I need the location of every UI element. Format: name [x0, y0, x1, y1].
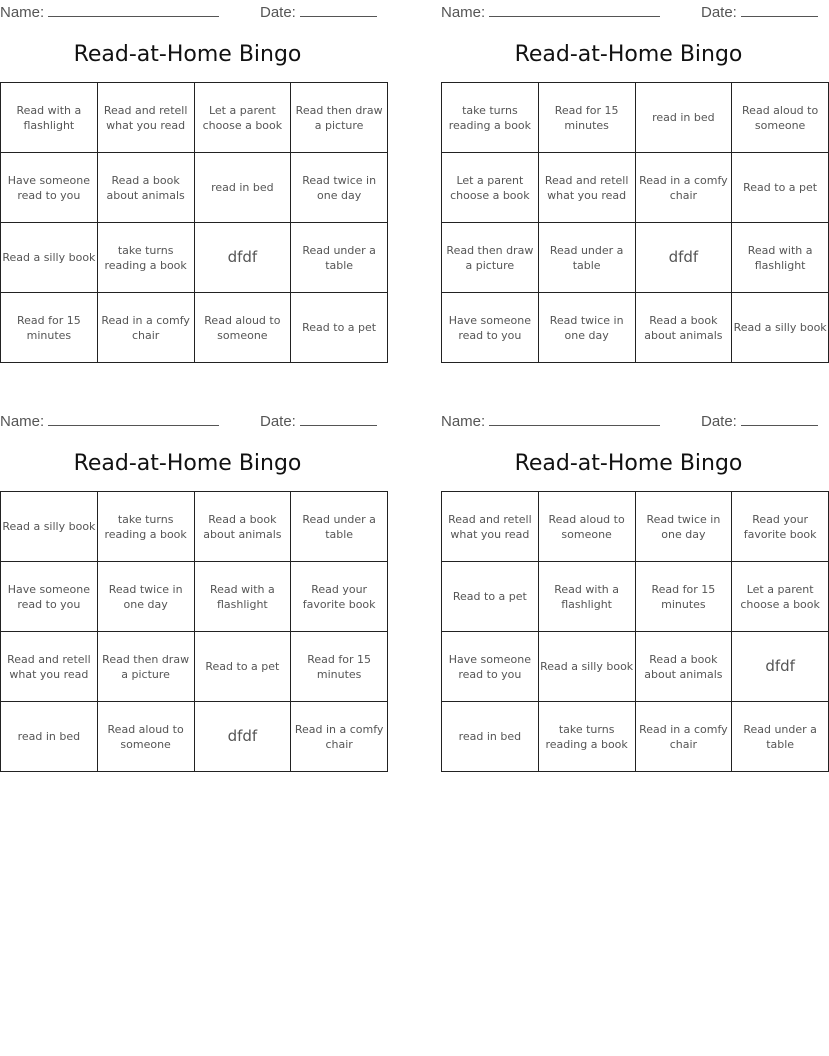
bingo-cell: Read and retell what you read	[97, 83, 194, 153]
date-blank-line	[300, 411, 377, 426]
bingo-cell: Read a silly book	[1, 492, 98, 562]
name-blank-line	[489, 411, 660, 426]
bingo-cell: take turns reading a book	[97, 223, 194, 293]
bingo-cell: Read under a table	[291, 223, 388, 293]
bingo-cell: Read for 15 minutes	[291, 632, 388, 702]
bingo-cell: Read with a flashlight	[538, 562, 635, 632]
name-label: Name:	[441, 4, 486, 21]
bingo-cell: Have someone read to you	[442, 293, 539, 363]
card-title: Read-at-Home Bingo	[73, 42, 302, 67]
grid-row	[442, 223, 829, 293]
grid-row	[1, 492, 388, 562]
bingo-cell: Read aloud to someone	[194, 293, 291, 363]
date-blank-line	[741, 411, 818, 426]
bingo-cell: Read aloud to someone	[97, 702, 194, 772]
bingo-card-4	[441, 409, 820, 774]
bingo-cell: Read aloud to someone	[732, 83, 829, 153]
bingo-cell: Read a silly book	[538, 632, 635, 702]
free-space-cell: dfdf	[194, 223, 291, 293]
date-blank-line	[741, 2, 818, 17]
date-field	[701, 411, 818, 431]
bingo-cell: read in bed	[635, 83, 732, 153]
bingo-cell: Read for 15 minutes	[1, 293, 98, 363]
bingo-grid	[441, 82, 829, 363]
name-field	[441, 411, 660, 431]
bingo-cell: Read with a flashlight	[732, 223, 829, 293]
bingo-cell: take turns reading a book	[442, 83, 539, 153]
bingo-cell: Read in a comfy chair	[635, 153, 732, 223]
bingo-cell: Read a book about animals	[194, 492, 291, 562]
grid-row	[1, 562, 388, 632]
grid-row	[442, 83, 829, 153]
card-title: Read-at-Home Bingo	[514, 451, 743, 476]
grid-row	[1, 153, 388, 223]
bingo-cell: Let a parent choose a book	[194, 83, 291, 153]
bingo-cell: take turns reading a book	[538, 702, 635, 772]
bingo-cell: Read a book about animals	[635, 293, 732, 363]
name-label: Name:	[0, 4, 45, 21]
grid-row	[442, 293, 829, 363]
bingo-cell: Read then draw a picture	[442, 223, 539, 293]
bingo-cell: Read in a comfy chair	[291, 702, 388, 772]
name-blank-line	[48, 2, 219, 17]
bingo-card-1	[0, 0, 383, 365]
bingo-cell: Read under a table	[291, 492, 388, 562]
bingo-cell: Read to a pet	[291, 293, 388, 363]
bingo-cell: Read a silly book	[1, 223, 98, 293]
name-label: Name:	[0, 413, 45, 430]
bingo-cell: Read aloud to someone	[538, 492, 635, 562]
bingo-cell: Read with a flashlight	[194, 562, 291, 632]
bingo-cell: take turns reading a book	[97, 492, 194, 562]
date-label: Date:	[260, 4, 296, 21]
date-label: Date:	[701, 4, 737, 21]
free-space-cell: dfdf	[194, 702, 291, 772]
bingo-cell: Let a parent choose a book	[442, 153, 539, 223]
bingo-cell: read in bed	[1, 702, 98, 772]
bingo-cell: Let a parent choose a book	[732, 562, 829, 632]
bingo-cell: Read and retell what you read	[538, 153, 635, 223]
grid-row	[442, 153, 829, 223]
bingo-cell: Read in a comfy chair	[635, 702, 732, 772]
date-field	[260, 411, 377, 431]
date-field	[701, 2, 818, 22]
bingo-cell: Read with a flashlight	[1, 83, 98, 153]
bingo-cell: Have someone read to you	[442, 632, 539, 702]
bingo-cell: Read then draw a picture	[291, 83, 388, 153]
bingo-cell: Have someone read to you	[1, 562, 98, 632]
bingo-cell: Read to a pet	[732, 153, 829, 223]
name-blank-line	[489, 2, 660, 17]
bingo-cell: Read your favorite book	[291, 562, 388, 632]
bingo-cell: Read and retell what you read	[1, 632, 98, 702]
bingo-cell: Read twice in one day	[538, 293, 635, 363]
bingo-cell: Read a book about animals	[635, 632, 732, 702]
bingo-cell: Read for 15 minutes	[538, 83, 635, 153]
bingo-grid	[0, 491, 388, 772]
date-label: Date:	[260, 413, 296, 430]
bingo-cell: Read to a pet	[442, 562, 539, 632]
bingo-cell: Read a silly book	[732, 293, 829, 363]
free-space-cell: dfdf	[635, 223, 732, 293]
name-field	[441, 2, 660, 22]
grid-row	[442, 492, 829, 562]
grid-row	[1, 293, 388, 363]
bingo-cell: Read under a table	[732, 702, 829, 772]
date-field	[260, 2, 377, 22]
bingo-cell: Read twice in one day	[291, 153, 388, 223]
bingo-cell: Read to a pet	[194, 632, 291, 702]
bingo-cell: Read and retell what you read	[442, 492, 539, 562]
bingo-cell: read in bed	[194, 153, 291, 223]
bingo-cell: Read your favorite book	[732, 492, 829, 562]
grid-row	[1, 223, 388, 293]
bingo-cell: Have someone read to you	[1, 153, 98, 223]
bingo-cell: Read twice in one day	[97, 562, 194, 632]
bingo-grid	[0, 82, 388, 363]
grid-row	[442, 702, 829, 772]
name-label: Name:	[441, 413, 486, 430]
bingo-card-3	[0, 409, 384, 774]
bingo-card-2	[441, 0, 827, 365]
name-field	[0, 411, 219, 431]
grid-row	[442, 632, 829, 702]
bingo-cell: Read then draw a picture	[97, 632, 194, 702]
grid-row	[1, 83, 388, 153]
grid-row	[1, 702, 388, 772]
grid-row	[1, 632, 388, 702]
bingo-cell: read in bed	[442, 702, 539, 772]
bingo-cell: Read for 15 minutes	[635, 562, 732, 632]
grid-row	[442, 562, 829, 632]
bingo-cell: Read in a comfy chair	[97, 293, 194, 363]
bingo-cell: Read under a table	[538, 223, 635, 293]
bingo-cell: Read a book about animals	[97, 153, 194, 223]
bingo-cell: Read twice in one day	[635, 492, 732, 562]
name-field	[0, 2, 219, 22]
name-blank-line	[48, 411, 219, 426]
date-blank-line	[300, 2, 377, 17]
bingo-grid	[441, 491, 829, 772]
card-title: Read-at-Home Bingo	[514, 42, 743, 67]
card-title: Read-at-Home Bingo	[73, 451, 302, 476]
date-label: Date:	[701, 413, 737, 430]
free-space-cell: dfdf	[732, 632, 829, 702]
